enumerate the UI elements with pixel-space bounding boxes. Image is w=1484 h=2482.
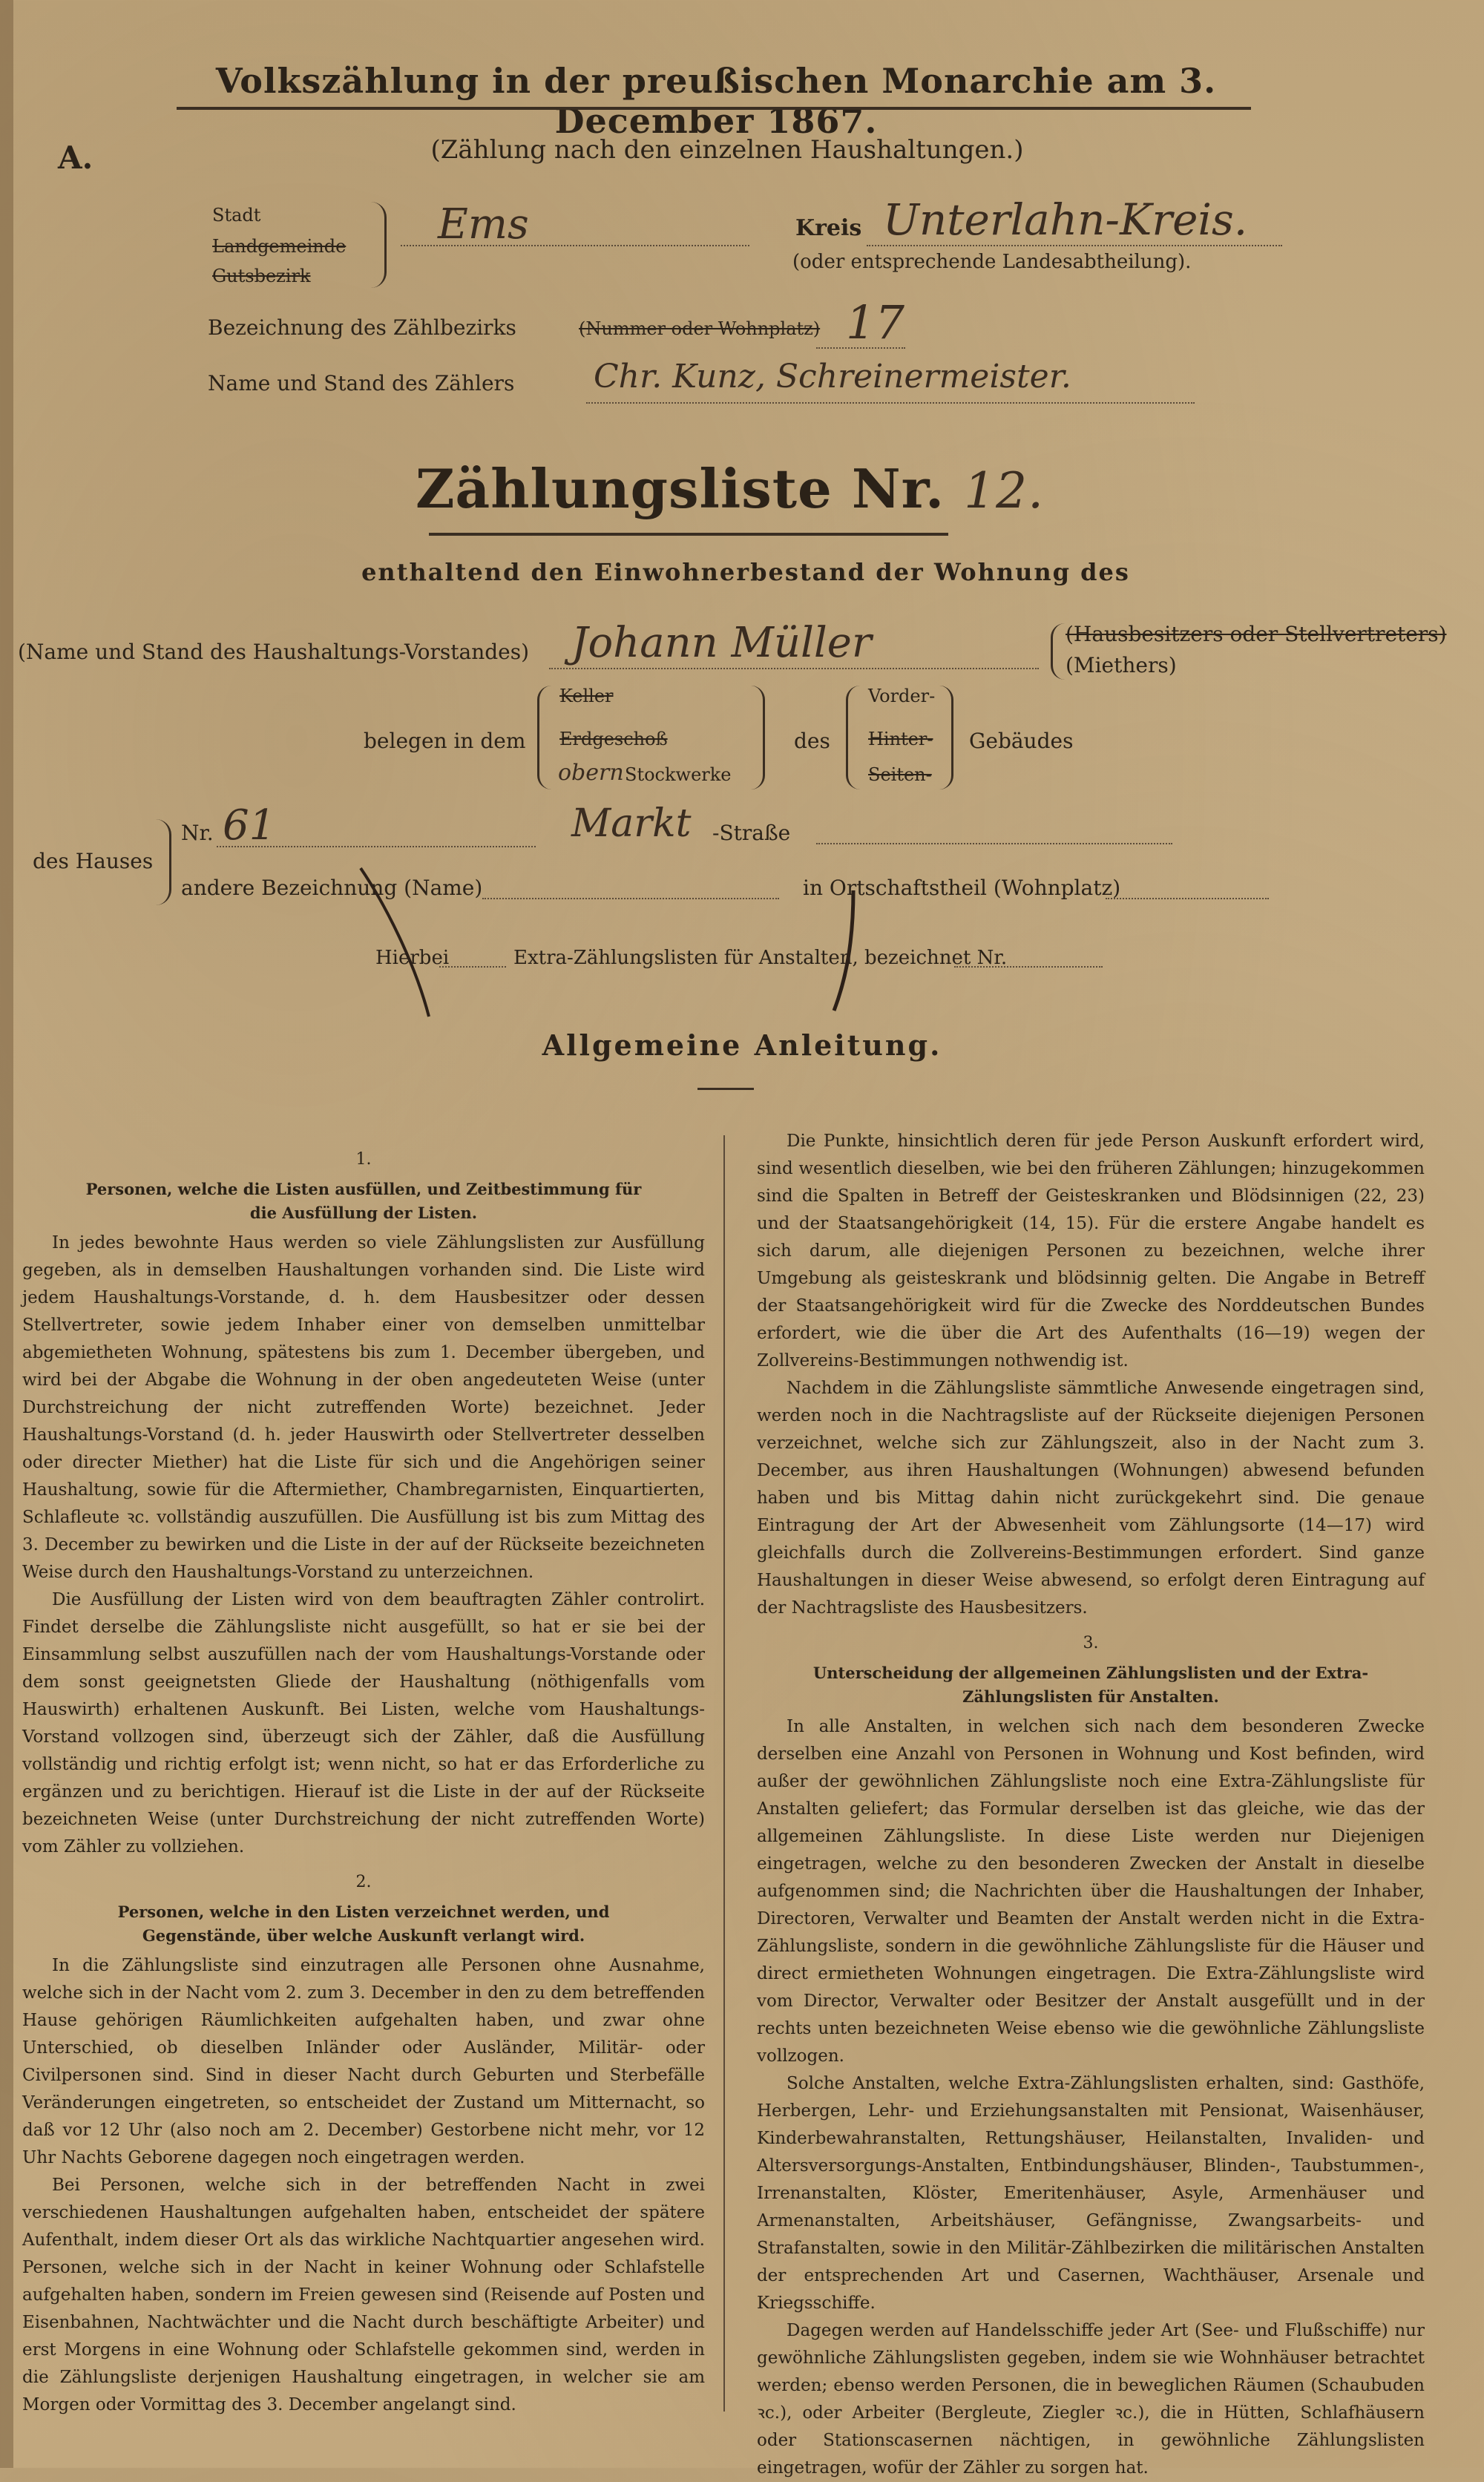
kreis-label: Kreis [795, 215, 862, 241]
list-subtitle: enthaltend den Einwohnerbestand der Wohnung des [361, 558, 1130, 586]
gutsbezirk-label: Gutsbezirk [212, 266, 311, 286]
street-value[interactable]: Markt [571, 801, 692, 846]
extra-label: Extra-Zählungslisten für Anstalten, bezeichnet Nr. [513, 947, 1008, 969]
section-1-paragraph-1: In jedes bewohnte Haus werden so viele Zählungslisten zur Ausfüllung gegeben, als in demselben Haushaltungen vorhanden sind. Die Liste wird jedem Haushaltungs-Vorstande, d. h. dem Hausbesitzer oder dessen Stellvertreter, sowie jedem Inhaber einer von demselben unmittelbar abgemietheten Wohnung, spätestens bis zum 1. December übergeben, und wird bei der Abgabe die Wohnung in der oben angedeuteten Weise (unter Durchstreichung der nicht zutreffenden Worte) bezeichnet. Jeder Haushaltungs-Vorstand (d. h. jeder Hauswirth oder Stellvertreter desselben oder directer Miether) hat die Liste für sich und die Angehörigen seiner Haushaltung, sowie für die Aftermiether, Chambregarnisten, Einquartierten, Schlafleute ꝛc. vollständig auszufüllen. Die Ausfüllung ist bis zum Mittag des 3. December zu bewirken und die Liste in der auf der Rückseite bezeichneten Weise durch den Haushaltungs-Vorstand zu unterzeichnen. [22, 1233, 705, 1582]
list-number[interactable]: 12. [964, 462, 1045, 519]
section-1-number: 1. [355, 1150, 372, 1169]
head-label: (Name und Stand des Haushaltungs-Vorstandes) [18, 640, 530, 664]
nr-value[interactable]: 61 [223, 801, 276, 850]
section-3-number: 3. [1083, 1634, 1099, 1652]
instructions-right-column [757, 1128, 1425, 2482]
building-hinter: Hinter- [868, 729, 933, 749]
section-2-paragraph-1: In die Zählungsliste sind einzutragen alle Personen ohne Ausnahme, welche sich in der Nacht vom 2. zum 3. December in den zu dem betreffenden Hause gehörigen Räumlichkeiten aufgehalten haben, und zwar ohne Unterschied, ob dieselben Inländer oder Ausländer, Militär- oder Civilpersonen sind. Sind in dieser Nacht durch Geburten und Sterbefälle Veränderungen eingetreten, so entscheidet der Zustand um Mitternacht, so daß vor 12 Uhr (also noch am 2. December) Gestorbene nicht mehr, vor 12 Uhr Nachts Geborene dagegen noch eingetragen werden. [22, 1956, 705, 2167]
street-label: -Straße [712, 821, 791, 845]
instructions-left-column [22, 1138, 705, 2419]
stadt-label: Stadt [212, 205, 261, 226]
other-label: andere Bezeichnung (Name) [181, 876, 483, 900]
head-value[interactable]: Johann Müller [571, 619, 872, 667]
floor-keller: Keller [559, 686, 614, 706]
column-divider [723, 1135, 725, 2412]
form-subtitle: (Zählung nach den einzelnen Haushaltungen.) [430, 135, 1024, 165]
kreis-note: (oder entsprechende Landesabtheilung). [792, 251, 1192, 273]
renter-label: (Miethers) [1066, 653, 1177, 677]
owner-struck: (Hausbesitzers oder Stellvertreters) [1066, 622, 1447, 646]
section-2-heading: Personen, welche in den Listen verzeichnet werden, und Gegenstände, über welche Auskunft verlangt wird. [117, 1902, 610, 1945]
kreis-value[interactable]: Unterlahn-Kreis. [883, 194, 1248, 245]
section-3-heading: Unterscheidung der allgemeinen Zählungslisten und der Extra-Zählungslisten für Anstalten. [812, 1664, 1369, 1706]
extra-prefix: Hierbei [375, 947, 450, 969]
list-title-text: Zählungsliste Nr. [416, 457, 945, 520]
section-3-paragraph-2: Solche Anstalten, welche Extra-Zählungslisten erhalten, sind: Gasthöfe, Herbergen, Lehr- und Erziehungsanstalten mit Pensionat, Waisenhäuser, Kinderbewahranstalten, Rettungshäuser, Heilanstalten, Invaliden- und Altersversorgungs-Anstalten, Entbindungshäuser, Blinden-, Taubstummen-, Irrenanstalten, Klöster, Emeritenhäuser, Asyle, Armenhäuser und Armenanstalten, Arbeitshäuser, Gefängnisse, Zwangsarbeits- und Strafanstalten, sowie in den Militär-Zählbezirken die militärischen Anstalten der entsprechenden Art und Casernen, Wachthäuser, Arsenale und Kriegsschiffe. [757, 2074, 1425, 2313]
section-1-heading: Personen, welche die Listen ausfüllen, und Zeitbestimmung für die Ausfüllung der Listen. [85, 1180, 642, 1222]
des-label: des [794, 729, 830, 753]
enumerator-label: Name und Stand des Zählers [208, 371, 515, 395]
right-paragraph-2: Nachdem in die Zählungsliste sämmtliche Anwesende eingetragen sind, werden noch in die Nachtragsliste auf der Rückseite diejenigen Personen verzeichnet, welche sich zur Zählungszeit, also in der Nacht zum 3. December, aus ihren Haushaltungen (Wohnungen) abwesend befunden haben und bis Mittag dahin nicht zurückgekehrt sind. Die genaue Eintragung der Art der Abwesenheit vom Zählungsorte (14—17) wird gleichfalls durch die Zollvereins-Bestimmungen erfordert. Sind ganze Haushaltungen in dieser Weise abwesend, so erfolgt deren Eintragung auf der Nachtragsliste des Hausbesitzers. [757, 1379, 1425, 1618]
building-label: Gebäudes [969, 729, 1074, 753]
district-label: Bezeichnung des Zählbezirks [208, 315, 516, 340]
ortschaft-label: in Ortschaftstheil (Wohnplatz) [803, 876, 1121, 900]
district-struck: (Nummer oder Wohnplatz) [579, 318, 821, 339]
town-value[interactable]: Ems [438, 200, 529, 249]
des-hauses-label: des Hauses [33, 849, 154, 873]
floor-stockwerke: Stockwerke [625, 764, 732, 785]
section-2-paragraph-2: Bei Personen, welche sich in der betreffenden Nacht in zwei verschiedenen Haushaltungen aufgehalten haben, entscheidet der spätere Aufenthalt, indem dieser Ort als das wirkliche Nachtquartier angesehen wird. Personen, welche sich in der Nacht in keiner Wohnung oder Schlafstelle aufgehalten haben, sondern im Freien gewesen sind (Reisende auf Posten und Eisenbahnen, Nachtwächter und die Nacht durch beschäftigte Arbeiter) und erst Morgens in eine Wohnung oder Schlafstelle gekommen sind, werden in die Zählungsliste derjenigen Haushaltung eingetragen, in welcher sie am Morgen oder Vormittag des 3. December angelangt sind. [22, 2176, 705, 2414]
section-2-number: 2. [355, 1873, 372, 1891]
form-letter: A. [58, 139, 93, 176]
section-1-paragraph-2: Die Ausfüllung der Listen wird von dem beauftragten Zähler controlirt. Findet derselbe die Zählungsliste nicht ausgefüllt, so hat er sie bei der Einsammlung selbst auszufüllen nach der vom Haushaltungs-Vorstande oder dem sonst geeignetsten Gliede der Haushaltung (nöthigenfalls vom Hauswirth) erhaltenen Auskunft. Bei Listen, welche vom Haushaltungs-Vorstand vollzogen sind, überzeugt sich der Zähler, daß die Ausfüllung vollständig und richtig erfolgt ist; wenn nicht, so hat er das Erforderliche zu ergänzen und zu berichtigen. Hierauf ist die Liste in der auf der Rückseite bezeichneten Weise (unter Durchstreichung der nicht zutreffenden Worte) vom Zähler zu vollziehen. [22, 1590, 705, 1856]
document-title: Volkszählung in der preußischen Monarchie am 3. December 1867. [215, 61, 1217, 141]
building-seiten: Seiten- [868, 764, 932, 785]
section-3-paragraph-3: Dagegen werden auf Handelsschiffe jeder Art (See- und Flußschiffe) nur gewöhnliche Zählungslisten gegeben, indem sie wie Wohnhäuser betrachtet werden; ebenso werden Personen, die in beweglichen Räumen (Schaubuden ꝛc.), oder Arbeiter (Bergleute, Ziegler ꝛc.), die in Hütten, Schlafhäusern oder Stationscasernen nächtigen, in gewöhnliche Zählungslisten eingetragen, wofür der Zähler zu sorgen hat. [757, 2321, 1425, 2478]
enumerator-value[interactable]: Chr. Kunz, Schreinermeister. [594, 358, 1071, 395]
right-paragraph-1: Die Punkte, hinsichtlich deren für jede Person Auskunft erfordert wird, sind wesentlich dieselben, wie bei den früheren Zählungen; hinzugekommen sind die Spalten in Betreff der Geisteskranken und Blödsinnigen (22, 23) und der Staatsangehörigkeit (14, 15). Für die erstere Angabe handelt es sich darum, alle diejenigen Personen zu bezeichnen, welche ihrer Umgebung als geisteskrank und blödsinnig gelten. Die Angabe in Betreff der Staatsangehörigkeit wird für die Zwecke des Norddeutschen Bundes erfordert, wie die über die Art des Aufenthalts (16—19) wegen der Zollvereins-Bestimmungen nothwendig ist. [757, 1132, 1425, 1370]
instructions-title: Allgemeine Anleitung. [542, 1028, 942, 1062]
instructions-divider [697, 1088, 754, 1090]
belegen-label: belegen in dem [364, 729, 526, 753]
floor-written[interactable]: obern [558, 760, 624, 786]
building-vorder: Vorder- [868, 686, 936, 706]
floor-erdgeschoss: Erdgeschoß [559, 729, 668, 749]
landgemeinde-label: Landgemeinde [212, 236, 347, 257]
district-value[interactable]: 17 [846, 295, 904, 349]
nr-label: Nr. [181, 821, 214, 845]
section-3-paragraph-1: In alle Anstalten, in welchen sich nach dem besonderen Zwecke derselben eine Anzahl von Personen in Wohnung und Kost befinden, wird außer der gewöhnlichen Zählungsliste noch eine Extra-Zählungsliste für Anstalten geliefert; das Formular derselben ist das gleiche, wie das der allgemeinen Zählungsliste. In diese Liste werden nur Diejenigen eingetragen, welche zu den besonderen Zwecken der Anstalt in dieselbe aufgenommen sind; die Nachrichten über die Haushaltungen der Inhaber, Directoren, Verwalter und Beamten der Anstalt werden nicht in die Extra-Zählungsliste, sondern in die gewöhnliche Zählungsliste für die Häuser und direct ermietheten Wohnungen eingetragen. Die Extra-Zählungsliste wird vom Director, Verwalter oder Besitzer der Anstalt ausgefüllt und in der rechts unten bezeichneten Weise ebenso wie die gewöhnliche Zählungsliste vollzogen. [757, 1717, 1425, 2066]
